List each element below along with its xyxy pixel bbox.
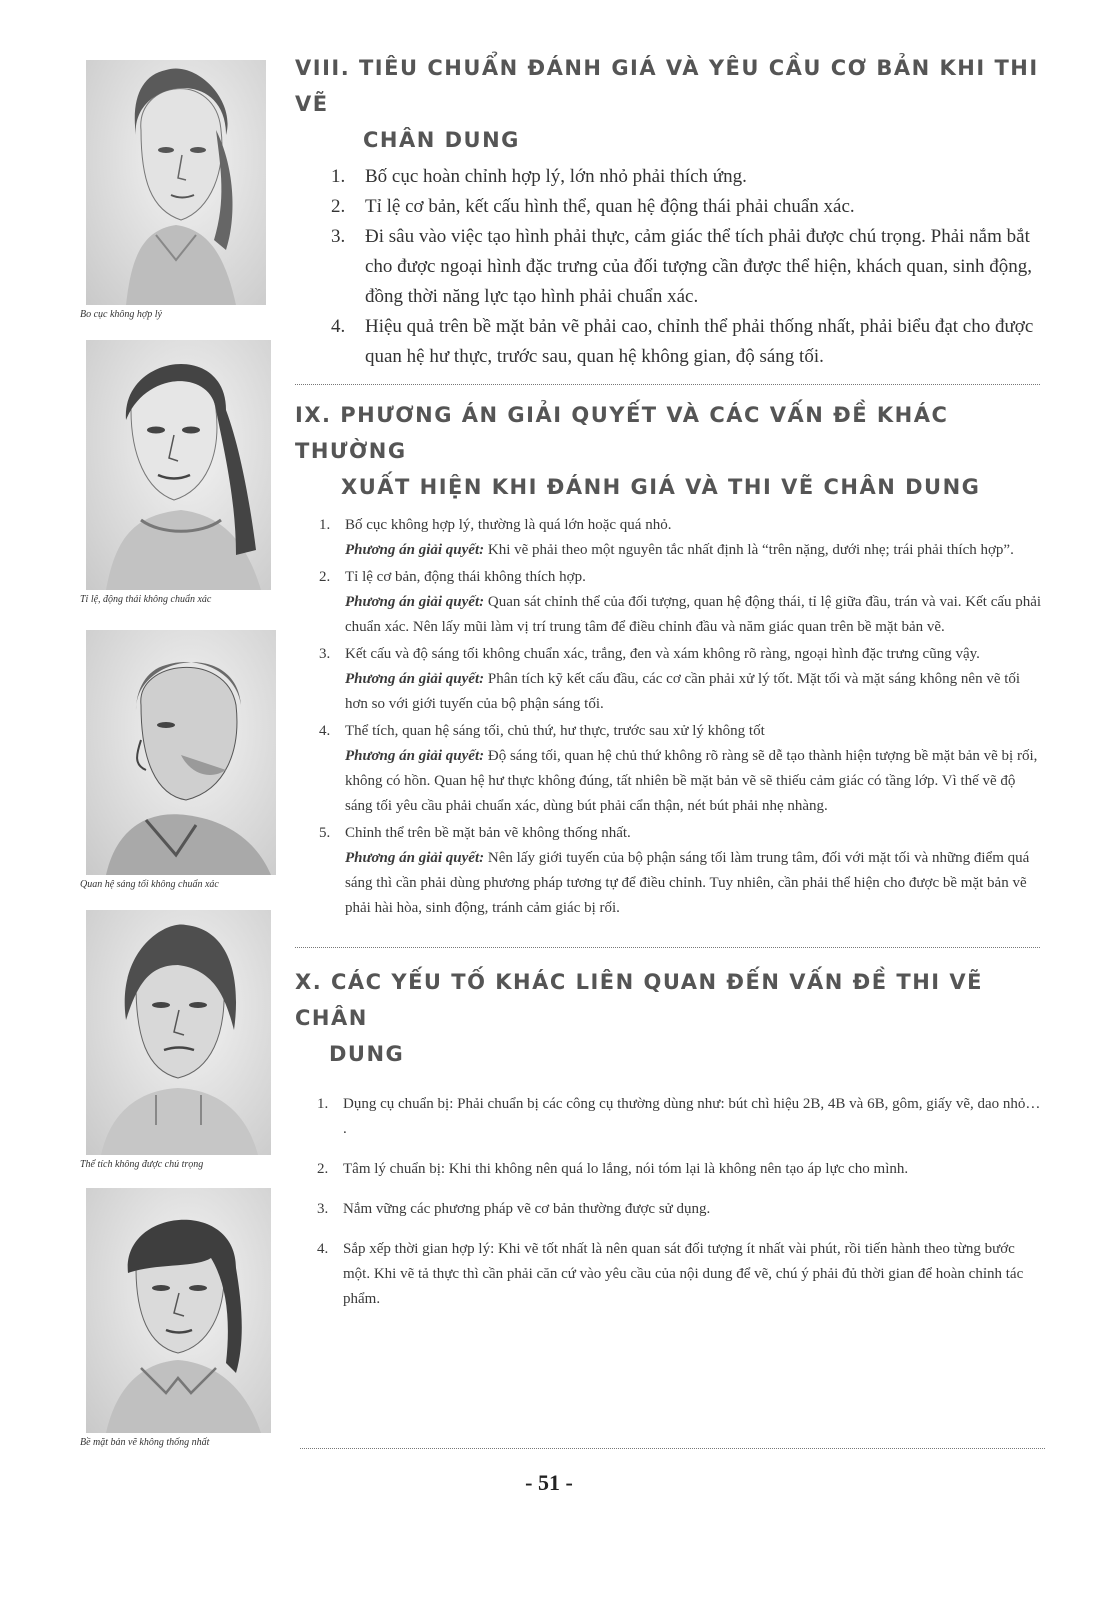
list-item: 2. Tỉ lệ cơ bản, kết cấu hình thể, quan hệ động thái phải chuẩn xác. bbox=[331, 196, 855, 217]
section-10-title bbox=[295, 964, 1045, 1072]
section-9-list bbox=[295, 513, 1045, 921]
section-10-title-line2: DUNG bbox=[329, 1042, 405, 1066]
section-8-list bbox=[295, 162, 1045, 372]
solution-label: Phương án giải quyết: bbox=[345, 748, 485, 764]
divider bbox=[300, 1448, 1045, 1449]
solution-text: Khi vẽ phải theo một nguyên tắc nhất định là “trên nặng, dưới nhẹ; trái phải thích hợp”. bbox=[487, 542, 1014, 558]
figure-caption: Bề mặt bản vẽ không thống nhất bbox=[80, 1437, 210, 1448]
list-item: 1. Bố cục hoàn chỉnh hợp lý, lớn nhỏ phải thích ứng. bbox=[331, 166, 747, 187]
section-8-title-line2: CHÂN DUNG bbox=[363, 128, 520, 152]
list-item: 1. Bố cục không hợp lý, thường là quá lớn hoặc quá nhỏ. Phương án giải quyết: Khi vẽ phải theo một nguyên tắc nhất định là “trên nặng, dưới nhẹ; trái phải thích hợp”. bbox=[319, 517, 1014, 558]
list-item: 3. Nắm vững các phương pháp vẽ cơ bản thường được sử dụng. bbox=[317, 1201, 711, 1217]
section-9-title-line1: IX. PHƯƠNG ÁN GIẢI QUYẾT VÀ CÁC VẤN ĐỀ KHÁC THƯỜNG bbox=[295, 403, 949, 463]
list-item: 4. Thể tích, quan hệ sáng tối, chủ thứ, hư thực, trước sau xử lý không tốt Phương án giải quyết: Độ sáng tối, quan hệ chủ thứ không rõ ràng sẽ dễ tạo thành hiện tượng bề mặt bản vẽ bị rối, không có hồn. Quan hệ hư thực không đúng, tất nhiên bề mặt bản vẽ sẽ thiếu cảm giác có tầng lớp. Vì thế vẽ độ sáng tối yêu cầu phải chuẩn xác, dùng bút phải cẩn thận, nét bút phải nhẹ nhàng. bbox=[319, 723, 1038, 814]
list-item: 2. Tâm lý chuẩn bị: Khi thi không nên quá lo lắng, nói tóm lại là không nên tạo áp lực cho mình. bbox=[317, 1161, 909, 1177]
divider bbox=[295, 384, 1040, 385]
list-item: 2. Tỉ lệ cơ bản, động thái không thích hợp. Phương án giải quyết: Quan sát chỉnh thể của đối tượng, quan hệ động thái, tỉ lệ giữa đầu, trán và vai. Kết cấu phải chuẩn xác. Nên lấy mũi làm vị trí trung tâm để điều chỉnh đầu và năm giác quan trên bề mặt bản vẽ. bbox=[319, 569, 1042, 635]
portrait-sketch-girl-three-quarter bbox=[86, 340, 271, 590]
portrait-sketch-man-profile bbox=[86, 630, 276, 875]
portrait-sketch-woman-front bbox=[86, 910, 271, 1155]
list-item: 3. Kết cấu và độ sáng tối không chuẩn xác, trắng, đen và xám không rõ ràng, ngoại hình đặc trưng cũng vậy. Phương án giải quyết: Phân tích kỹ kết cấu đầu, các cơ cần phải xử lý tốt. Mặt tối và mặt sáng không nên vẽ tối hơn so với giới tuyến của bộ phận sáng tối. bbox=[319, 646, 1021, 712]
problem-text: Chỉnh thể trên bề mặt bản vẽ không thống nhất. bbox=[345, 825, 631, 841]
solution-label: Phương án giải quyết: bbox=[345, 850, 485, 866]
portrait-sketch-young-woman bbox=[86, 1188, 271, 1433]
figure-1 bbox=[80, 60, 305, 320]
solution-text: Độ sáng tối, quan hệ chủ thứ không rõ ràng sẽ dễ tạo thành hiện tượng bề mặt bản vẽ bị rối, không có hồn. Quan hệ hư thực không đúng, tất nhiên bề mặt bản vẽ sẽ thiếu cảm giác có tầng lớp. Vì thế vẽ độ sáng tối yêu cầu phải chuẩn xác, dùng bút phải cẩn thận, nét bút phải nhẹ nhàng. bbox=[345, 748, 1038, 814]
solution-label: Phương án giải quyết: bbox=[345, 542, 485, 558]
figure-caption: Tỉ lệ, động thái không chuẩn xác bbox=[80, 594, 212, 605]
section-10-list bbox=[295, 1092, 1045, 1312]
section-8-title bbox=[295, 50, 1045, 158]
solution-label: Phương án giải quyết: bbox=[345, 594, 485, 610]
problem-text: Bố cục không hợp lý, thường là quá lớn hoặc quá nhỏ. bbox=[345, 517, 672, 533]
section-9-title-line2: XUẤT HIỆN KHI ĐÁNH GIÁ VÀ THI VẼ CHÂN DUNG bbox=[341, 475, 981, 499]
figure-caption: Thể tích không được chú trọng bbox=[80, 1159, 204, 1170]
section-10-title-line1: X. CÁC YẾU TỐ KHÁC LIÊN QUAN ĐẾN VẤN ĐỀ THI VẼ CHÂN bbox=[295, 970, 984, 1030]
figure-4 bbox=[80, 910, 305, 1170]
solution-text: Phân tích kỹ kết cấu đầu, các cơ cần phải xử lý tốt. Mặt tối và mặt sáng không nên vẽ tối hơn so với giới tuyến của bộ phận sáng tối. bbox=[345, 671, 1021, 712]
solution-label: Phương án giải quyết: bbox=[345, 671, 485, 687]
solution-text: Quan sát chỉnh thể của đối tượng, quan hệ động thái, tỉ lệ giữa đầu, trán và vai. Kết cấu phải chuẩn xác. Nên lấy mũi làm vị trí trung tâm để điều chỉnh đầu và năm giác quan trên bề mặt bản vẽ. bbox=[345, 594, 1042, 635]
section-9-title bbox=[295, 397, 1045, 505]
figure-caption: Bo cục không hợp lý bbox=[80, 309, 162, 320]
list-item: 3. Đi sâu vào việc tạo hình phải thực, cảm giác thể tích phải được chú trọng. Phải nắm bắt cho được ngoại hình đặc trưng của đối tượng cần được thể hiện, khách quan, sinh động, đồng thời năng lực tạo hình phải chuẩn xác. bbox=[331, 226, 1033, 307]
divider bbox=[295, 947, 1040, 948]
figure-caption: Quan hệ sáng tối không chuẩn xác bbox=[80, 879, 219, 890]
section-8-title-line1: VIII. TIÊU CHUẨN ĐÁNH GIÁ VÀ YÊU CẦU CƠ BẢN KHI THI VẼ bbox=[295, 56, 1039, 116]
problem-text: Tỉ lệ cơ bản, động thái không thích hợp. bbox=[345, 569, 586, 585]
solution-text: Nên lấy giới tuyến của bộ phận sáng tối làm trung tâm, đối với mặt tối và những điểm quá sáng thì cần phải dùng phương pháp tương tự để điều chỉnh. Tuy nhiên, cần phải thể hiện cho được bề mặt bản vẽ phải hài hòa, sinh động, tránh cảm giác bị rối. bbox=[345, 850, 1030, 916]
list-item: 5. Chỉnh thể trên bề mặt bản vẽ không thống nhất. Phương án giải quyết: Nên lấy giới tuyến của bộ phận sáng tối làm trung tâm, đối với mặt tối và những điểm quá sáng thì cần phải dùng phương pháp tương tự để điều chỉnh. Tuy nhiên, cần phải thể hiện cho được bề mặt bản vẽ phải hài hòa, sinh động, tránh cảm giác bị rối. bbox=[319, 825, 1030, 916]
figure-3 bbox=[80, 630, 305, 890]
main-content bbox=[295, 50, 1045, 1327]
list-item: 4. Hiệu quả trên bề mặt bản vẽ phải cao, chỉnh thể phải thống nhất, phải biểu đạt cho được quan hệ hư thực, trước sau, quan hệ không gian, độ sáng tối. bbox=[331, 316, 1034, 367]
problem-text: Thể tích, quan hệ sáng tối, chủ thứ, hư thực, trước sau xử lý không tốt bbox=[345, 723, 765, 739]
problem-text: Kết cấu và độ sáng tối không chuẩn xác, trắng, đen và xám không rõ ràng, ngoại hình đặc trưng cũng vậy. bbox=[345, 646, 980, 662]
list-item: 1. Dụng cụ chuẩn bị: Phải chuẩn bị các công cụ thường dùng như: bút chì hiệu 2B, 4B và 6B, gôm, giấy vẽ, dao nhỏ… . bbox=[317, 1096, 1041, 1137]
list-item: 4. Sắp xếp thời gian hợp lý: Khi vẽ tốt nhất là nên quan sát đối tượng ít nhất vài phút, rồi tiến hành theo từng bước một. Khi vẽ tả thực thì cần phải căn cứ vào yêu cầu của nội dung để vẽ, chú ý phải đủ thời gian để hoàn chỉnh tác phẩm. bbox=[317, 1241, 1024, 1307]
figure-2 bbox=[80, 340, 305, 605]
portrait-sketch-girl-front bbox=[86, 60, 266, 305]
figure-5 bbox=[80, 1188, 305, 1448]
page-number: - 51 - bbox=[525, 1470, 573, 1495]
